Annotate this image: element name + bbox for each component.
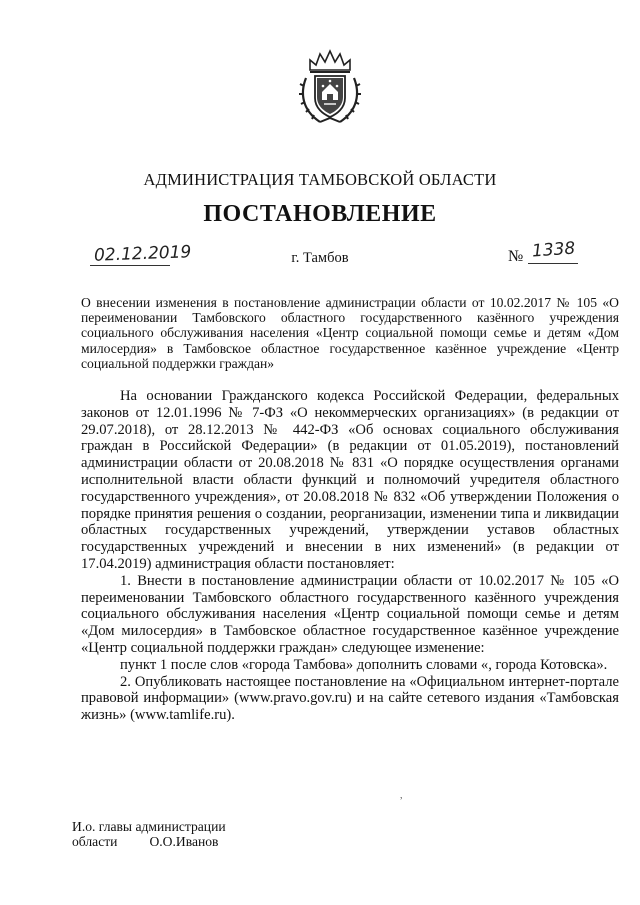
signatory-position-line1: И.о. главы администрации bbox=[72, 819, 226, 834]
document-date: 02.12.2019 bbox=[93, 242, 192, 266]
document-body bbox=[81, 388, 619, 724]
pen-mark: , bbox=[400, 790, 403, 801]
signature-block bbox=[72, 819, 226, 849]
body-paragraph-item-2: 2. Опубликовать настоящее постановление на «Официальном интернет-портале правовой информации» (www.pravo.gov.ru) и на сайте сетевого издания «Тамбовская жизнь» (www.tamlife.ru). bbox=[81, 673, 619, 724]
document-subject: О внесении изменения в постановление администрации области от 10.02.2017 № 105 «О переименовании Тамбовского областного государственного казённого учреждения социального обслуживания населения «Центр социальной помощи семье и детям «Дом милосердия» в Тамбовское областное государственное казённое учреждение «Центр социальной поддержки граждан» bbox=[81, 295, 619, 371]
document-type-title: ПОСТАНОВЛЕНИЕ bbox=[203, 201, 437, 227]
number-label: № bbox=[508, 248, 524, 265]
organization-name: АДМИНИСТРАЦИЯ ТАМБОВСКОЙ ОБЛАСТИ bbox=[143, 170, 497, 189]
body-paragraph-item-1-change: пункт 1 после слов «города Тамбова» дополнить словами «, города Котовска». bbox=[120, 656, 608, 673]
document-number: 1338 bbox=[531, 238, 576, 262]
number-underline bbox=[528, 263, 578, 264]
signatory-name: О.О.Иванов bbox=[149, 834, 219, 849]
signatory-position-line2: области bbox=[72, 834, 118, 849]
coat-of-arms-icon bbox=[298, 48, 362, 128]
document-city: г. Тамбов bbox=[291, 250, 349, 266]
body-paragraph-item-1: 1. Внести в постановление администрации области от 10.02.2017 № 105 «О переименовании Тамбовского областного государственного казённого учреждения социального обслуживания населения «Центр социальной помощи семье и детям «Дом милосердия» в Тамбовское областное государственное казённое учреждение «Центр социальной поддержки граждан» следующее изменение: bbox=[81, 572, 619, 656]
body-paragraph-basis: На основании Гражданского кодекса Российской Федерации, федеральных законов от 12.01.1996 № 7-ФЗ «О некоммерческих организациях» (в редакции от 29.07.2018), от 28.12.2013 № 442-ФЗ «Об основах социального обслуживания граждан в Российской Федерации» (в редакции от 01.05.2019), постановлений администрации области от 20.08.2018 № 831 «О порядке осуществления органами исполнительной власти области функций и полномочий учредителя областного государственного учреждения», от 20.08.2018 № 832 «Об утверждении Положения о порядке принятия решения о создании, реорганизации, изменении типа и ликвидации областных государственных учреждений, утверждении уставов областных государственных учреждений и внесении в них изменений» (в редакции от 17.04.2019) администрация области постановляет: bbox=[81, 388, 619, 572]
